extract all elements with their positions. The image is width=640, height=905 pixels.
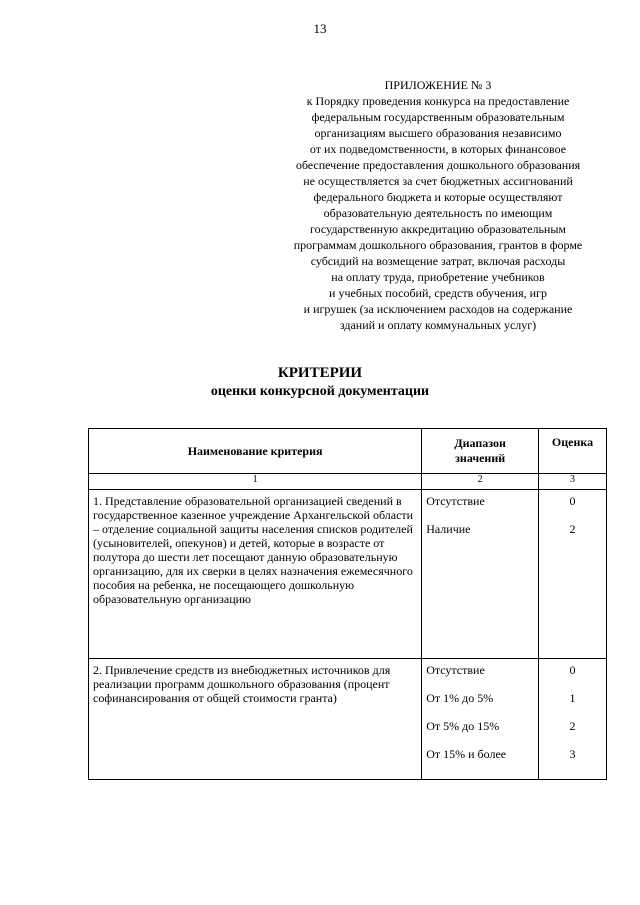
appendix-body: к Порядку проведения конкурса на предоставление федеральным государственным образовательным организациям высшего образования независимо от их подведомственности, в которых финансовое обеспечение предоставления дошкольного образования не осуществляется за счет бюджетных ассигнований федерального бюджета и которые осуществляют образовательную деятельность по имеющим государственную аккредитацию образовательным программам дошкольного образования, грантов в форме субсидий на возмещение затрат, включая расходы на оплату труда, приобретение учебников и учебных пособий, средств обучения, игр и игрушек (за исключением расходов на содержание зданий и оплату коммунальных услуг) [293,94,583,332]
table-header-row [89,429,607,474]
criterion-name: 1. Представление образовательной организацией сведений в государственное казенное учреждение Архангельской области – отделение социальной защиты населения списков родителей (усыновителей, опекунов) и детей, которые в возрасте от полутора до шести лет посещают данную образовательную организацию, для их сверки в целях назначения ежемесячного пособия на ребенка, не посещающего дошкольную образовательную организацию [89,490,422,659]
range-value: От 1% до 5% [426,691,494,705]
table-row [89,659,607,780]
range-cell [422,659,539,780]
range-value: Отсутствие [426,494,485,508]
page-number: 13 [313,21,327,36]
score-cell [539,490,607,659]
score-value: 2 [569,522,576,536]
score-value: 1 [569,691,576,705]
range-cell [422,490,539,659]
appendix-title: ПРИЛОЖЕНИЕ № 3 [384,78,492,92]
heading-subtitle: оценки конкурсной документации [210,384,430,399]
range-value: От 5% до 15% [426,719,500,733]
document-heading [0,364,640,401]
criteria-table [88,428,607,780]
criterion-name: 2. Привлечение средств из внебюджетных источников для реализации программ дошкольного образования (процент софинансирования от общей стоимости гранта) [89,659,422,780]
header-value-range: Диапазон значений [422,429,539,474]
column-number: 1 [89,474,422,490]
heading-title: КРИТЕРИИ [277,365,363,381]
table-row [89,490,607,659]
score-value: 0 [569,663,576,677]
header-criterion-name: Наименование критерия [89,429,422,474]
range-value: Наличие [426,522,471,536]
column-number-row [89,474,607,490]
header-score: Оценка [539,429,607,474]
score-cell [539,659,607,780]
score-value: 3 [569,747,576,761]
column-number: 3 [539,474,607,490]
column-number: 2 [422,474,539,490]
score-value: 0 [569,494,576,508]
range-value: От 15% и более [426,747,507,761]
range-value: Отсутствие [426,663,485,677]
score-value: 2 [569,719,576,733]
appendix-block [268,77,608,333]
